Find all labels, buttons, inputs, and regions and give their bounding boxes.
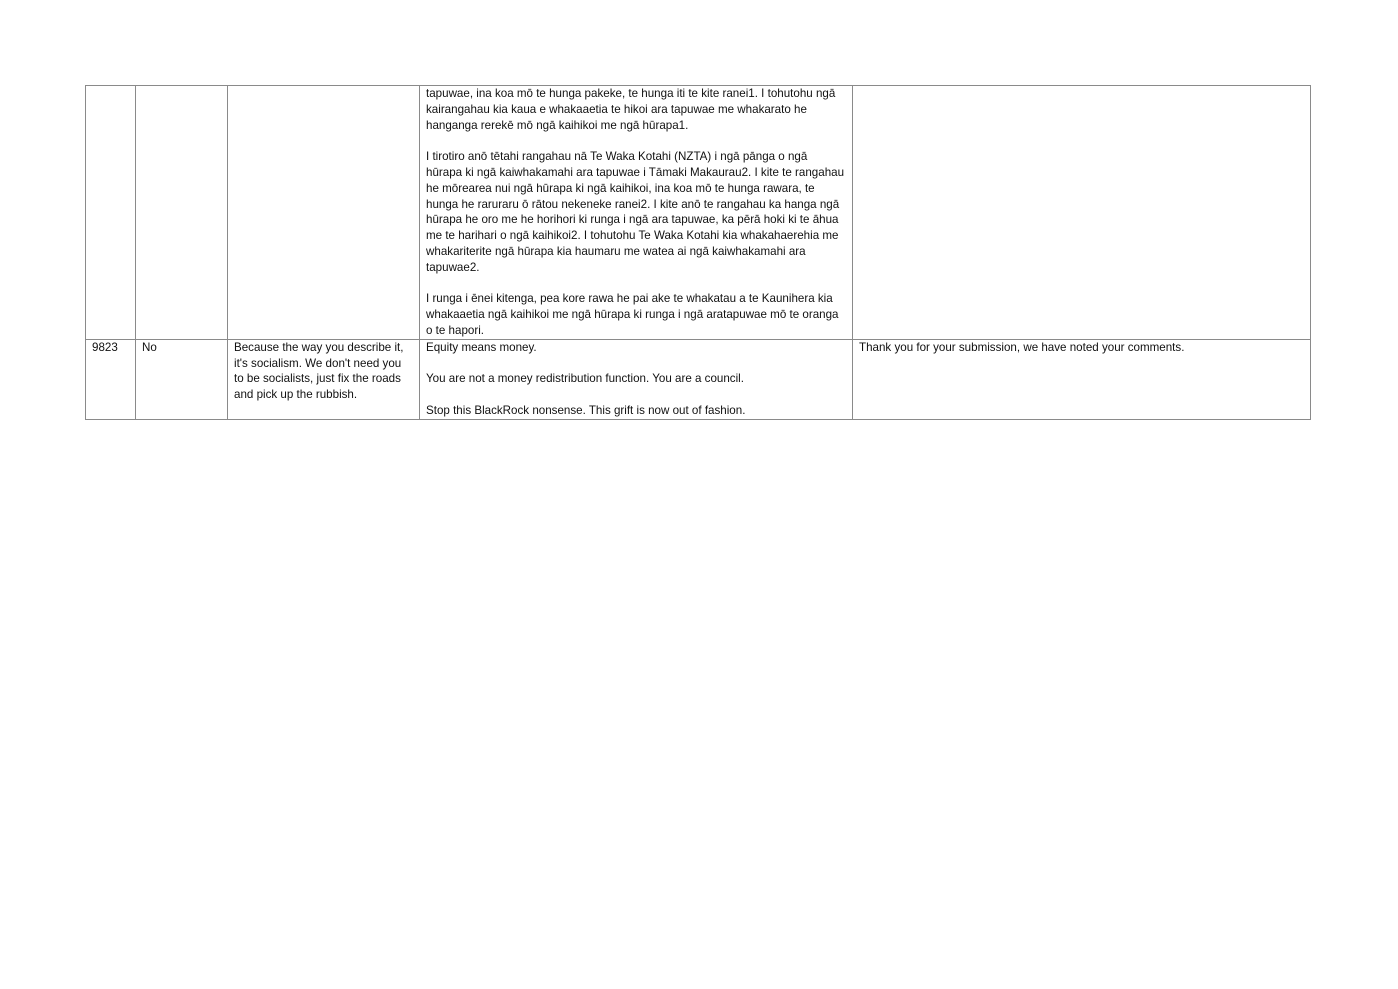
response-cell [853,86,1311,340]
table-row [86,86,1311,340]
answer-cell [136,86,228,340]
submission-id-cell: 9823 [86,339,136,419]
comment-paragraph: Equity means money. [426,340,537,354]
comment-cell [420,339,853,419]
comment-paragraph: tapuwae, ina koa mō te hunga pakeke, te hunga iti te kite ranei1. I tohutohu ngā kairangahau kia kaua e whakaaetia te hikoi ara tapuwae me whakarato he hanganga rerekē mō ngā kaihikoi me ngā hūrapa1. [426,87,836,132]
reason-cell: Because the way you describe it, it's socialism. We don't need you to be socialists, just fix the roads and pick up the rubbish. [228,339,420,419]
response-cell: Thank you for your submission, we have noted your comments. [853,339,1311,419]
reason-cell [228,86,420,340]
comment-cell [420,86,853,340]
table-row [86,339,1311,419]
comment-paragraph: I runga i ēnei kitenga, pea kore rawa he pai ake te whakatau a te Kaunihera kia whakaaetia ngā kaihikoi me ngā hūrapa ki runga i ngā aratapuwae mō te oranga o te hapori. [426,292,839,337]
answer-cell: No [136,339,228,419]
submission-id-cell [86,86,136,340]
comment-paragraph: You are not a money redistribution function. You are a council. [426,372,744,386]
comment-paragraph: Stop this BlackRock nonsense. This grift is now out of fashion. [426,403,746,417]
comment-paragraph: I tirotiro anō tētahi rangahau nā Te Waka Kotahi (NZTA) i ngā pānga o ngā hūrapa ki ngā kaiwhakamahi ara tapuwae i Tāmaki Makaurau2. I kite te rangahau he mōrearea nui ngā hūrapa ki ngā kaihikoi, ina koa mō te hunga rawara, te hunga he raruraru ō rātou nekeneke ranei2. I kite anō te rangahau ka hanga ngā hūrapa he oro me he horihori ki runga i ngā ara tapuwae, ka pērā hoki ki te āhua me te harihari o ngā kaihikoi2. I tohutohu Te Waka Kotahi kia whakahaerehia me whakariterite ngā hūrapa kia haumaru me watea ai ngā kaiwhakamahi ara tapuwae2. [426,150,845,274]
submissions-table [85,85,1311,420]
